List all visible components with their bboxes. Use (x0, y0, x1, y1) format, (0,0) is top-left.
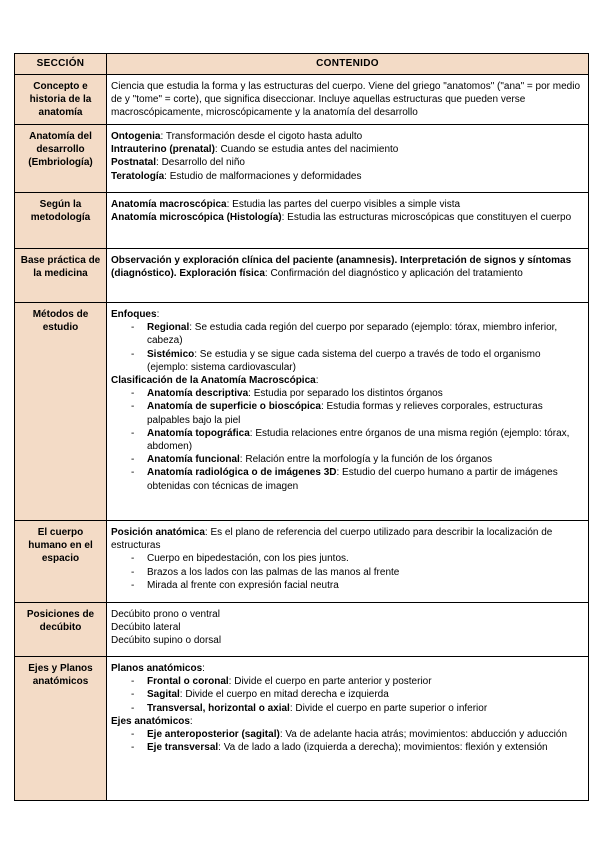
content-line: Decúbito supino o dorsal (111, 635, 222, 647)
content-line: Anatomía microscópica (Histología): Estudia las estructuras microscópicas que constituyen el cuerpo (111, 212, 572, 224)
content-heading: Planos anatómicos: (111, 663, 205, 674)
content-line: Ciencia que estudia la forma y las estructuras del cuerpo. Viene del griego "anatomos" ("ana" = por medio de y "tome" = corte), que significa diseccionar. Incluye aquellas estructuras que pueden verse macroscópicamente, microscópicamente y la anatomía del desarrollo (111, 81, 580, 119)
header-content: CONTENIDO (107, 54, 589, 75)
content-cell (107, 249, 589, 303)
section-cell: Base práctica de la medicina (15, 249, 107, 303)
content-heading: Posición anatómica: Es el plano de referencia del cuerpo utilizado para describir la localización de estructuras (111, 527, 553, 552)
list-item: - Cuerpo en bipedestación, con los pies juntos. (111, 552, 584, 565)
table-row (15, 249, 589, 303)
list-item: - Eje anteroposterior (sagital): Va de adelante hacia atrás; movimientos: abducción y aducción (111, 728, 584, 741)
dash-list (111, 321, 584, 374)
list-item: - Regional: Se estudia cada región del cuerpo por separado (ejemplo: tórax, miembro inferior, cabeza) (111, 321, 584, 347)
dash-list (111, 675, 584, 715)
section-cell: Anatomía del desarrollo (Embriología) (15, 125, 107, 193)
section-cell: Posiciones de decúbito (15, 603, 107, 657)
list-item: - Brazos a los lados con las palmas de las manos al frente (111, 566, 584, 579)
content-cell (107, 125, 589, 193)
table-row (15, 303, 589, 521)
content-heading: Clasificación de la Anatomía Macroscópica: (111, 375, 319, 387)
dash-list (111, 552, 584, 592)
content-cell (107, 303, 589, 521)
content-line: Observación y exploración clínica del paciente (anamnesis). Interpretación de signos y síntomas (diagnóstico). Exploración física: Confirmación del diagnóstico y aplicación del tratamiento (111, 255, 572, 280)
anatomy-table (14, 53, 589, 801)
content-cell (107, 193, 589, 249)
content-line: Postnatal: Desarrollo del niño (111, 157, 245, 169)
content-line: Decúbito prono o ventral (111, 609, 220, 620)
content-line: Teratología: Estudio de malformaciones y deformidades (111, 170, 362, 182)
list-item: - Eje transversal: Va de lado a lado (izquierda a derecha); movimientos: flexión y extensión (111, 741, 584, 754)
list-item: - Anatomía radiológica o de imágenes 3D: Estudio del cuerpo humano a partir de imágenes obtenidas con técnicas de imagen (111, 466, 584, 492)
table-header-row (15, 54, 589, 75)
section-cell: Métodos de estudio (15, 303, 107, 521)
content-cell (107, 603, 589, 657)
content-cell (107, 75, 589, 125)
table-row (15, 75, 589, 125)
list-item: - Sistémico: Se estudia y se sigue cada sistema del cuerpo a través de todo el organismo (ejemplo: sistema cardiovascular) (111, 348, 584, 374)
table-row (15, 657, 589, 801)
table-row (15, 193, 589, 249)
table-row (15, 521, 589, 603)
header-section: SECCIÓN (15, 54, 107, 75)
content-line: Ontogenia: Transformación desde el cigoto hasta adulto (111, 131, 363, 142)
section-cell: Según la metodología (15, 193, 107, 249)
list-item: - Sagital: Divide el cuerpo en mitad derecha e izquierda (111, 688, 584, 701)
content-cell (107, 657, 589, 801)
table-row (15, 125, 589, 193)
dash-list (111, 728, 584, 754)
content-line: Anatomía macroscópica: Estudia las partes del cuerpo visibles a simple vista (111, 199, 461, 210)
list-item: - Transversal, horizontal o axial: Divide el cuerpo en parte superior o inferior (111, 702, 584, 715)
list-item: - Anatomía funcional: Relación entre la morfología y la función de los órganos (111, 453, 584, 466)
section-cell: El cuerpo humano en el espacio (15, 521, 107, 603)
content-line: Decúbito lateral (111, 622, 181, 634)
content-heading: Ejes anatómicos: (111, 715, 193, 727)
list-item: - Anatomía descriptiva: Estudia por separado los distintos órganos (111, 387, 584, 400)
section-cell: Concepto e historia de la anatomía (15, 75, 107, 125)
dash-list (111, 387, 584, 493)
document-page (14, 53, 588, 801)
list-item: - Anatomía de superficie o bioscópica: Estudia formas y relieves corporales, estructuras palpables bajo la piel (111, 400, 584, 426)
list-item: - Frontal o coronal: Divide el cuerpo en parte anterior y posterior (111, 675, 584, 688)
list-item: - Anatomía topográfica: Estudia relaciones entre órganos de una misma región (ejemplo: tórax, abdomen) (111, 427, 584, 453)
content-heading: Enfoques: (111, 309, 160, 320)
section-cell: Ejes y Planos anatómicos (15, 657, 107, 801)
content-line: Intrauterino (prenatal): Cuando se estudia antes del nacimiento (111, 144, 399, 156)
table-row (15, 603, 589, 657)
list-item: - Mirada al frente con expresión facial neutra (111, 579, 584, 592)
content-cell (107, 521, 589, 603)
